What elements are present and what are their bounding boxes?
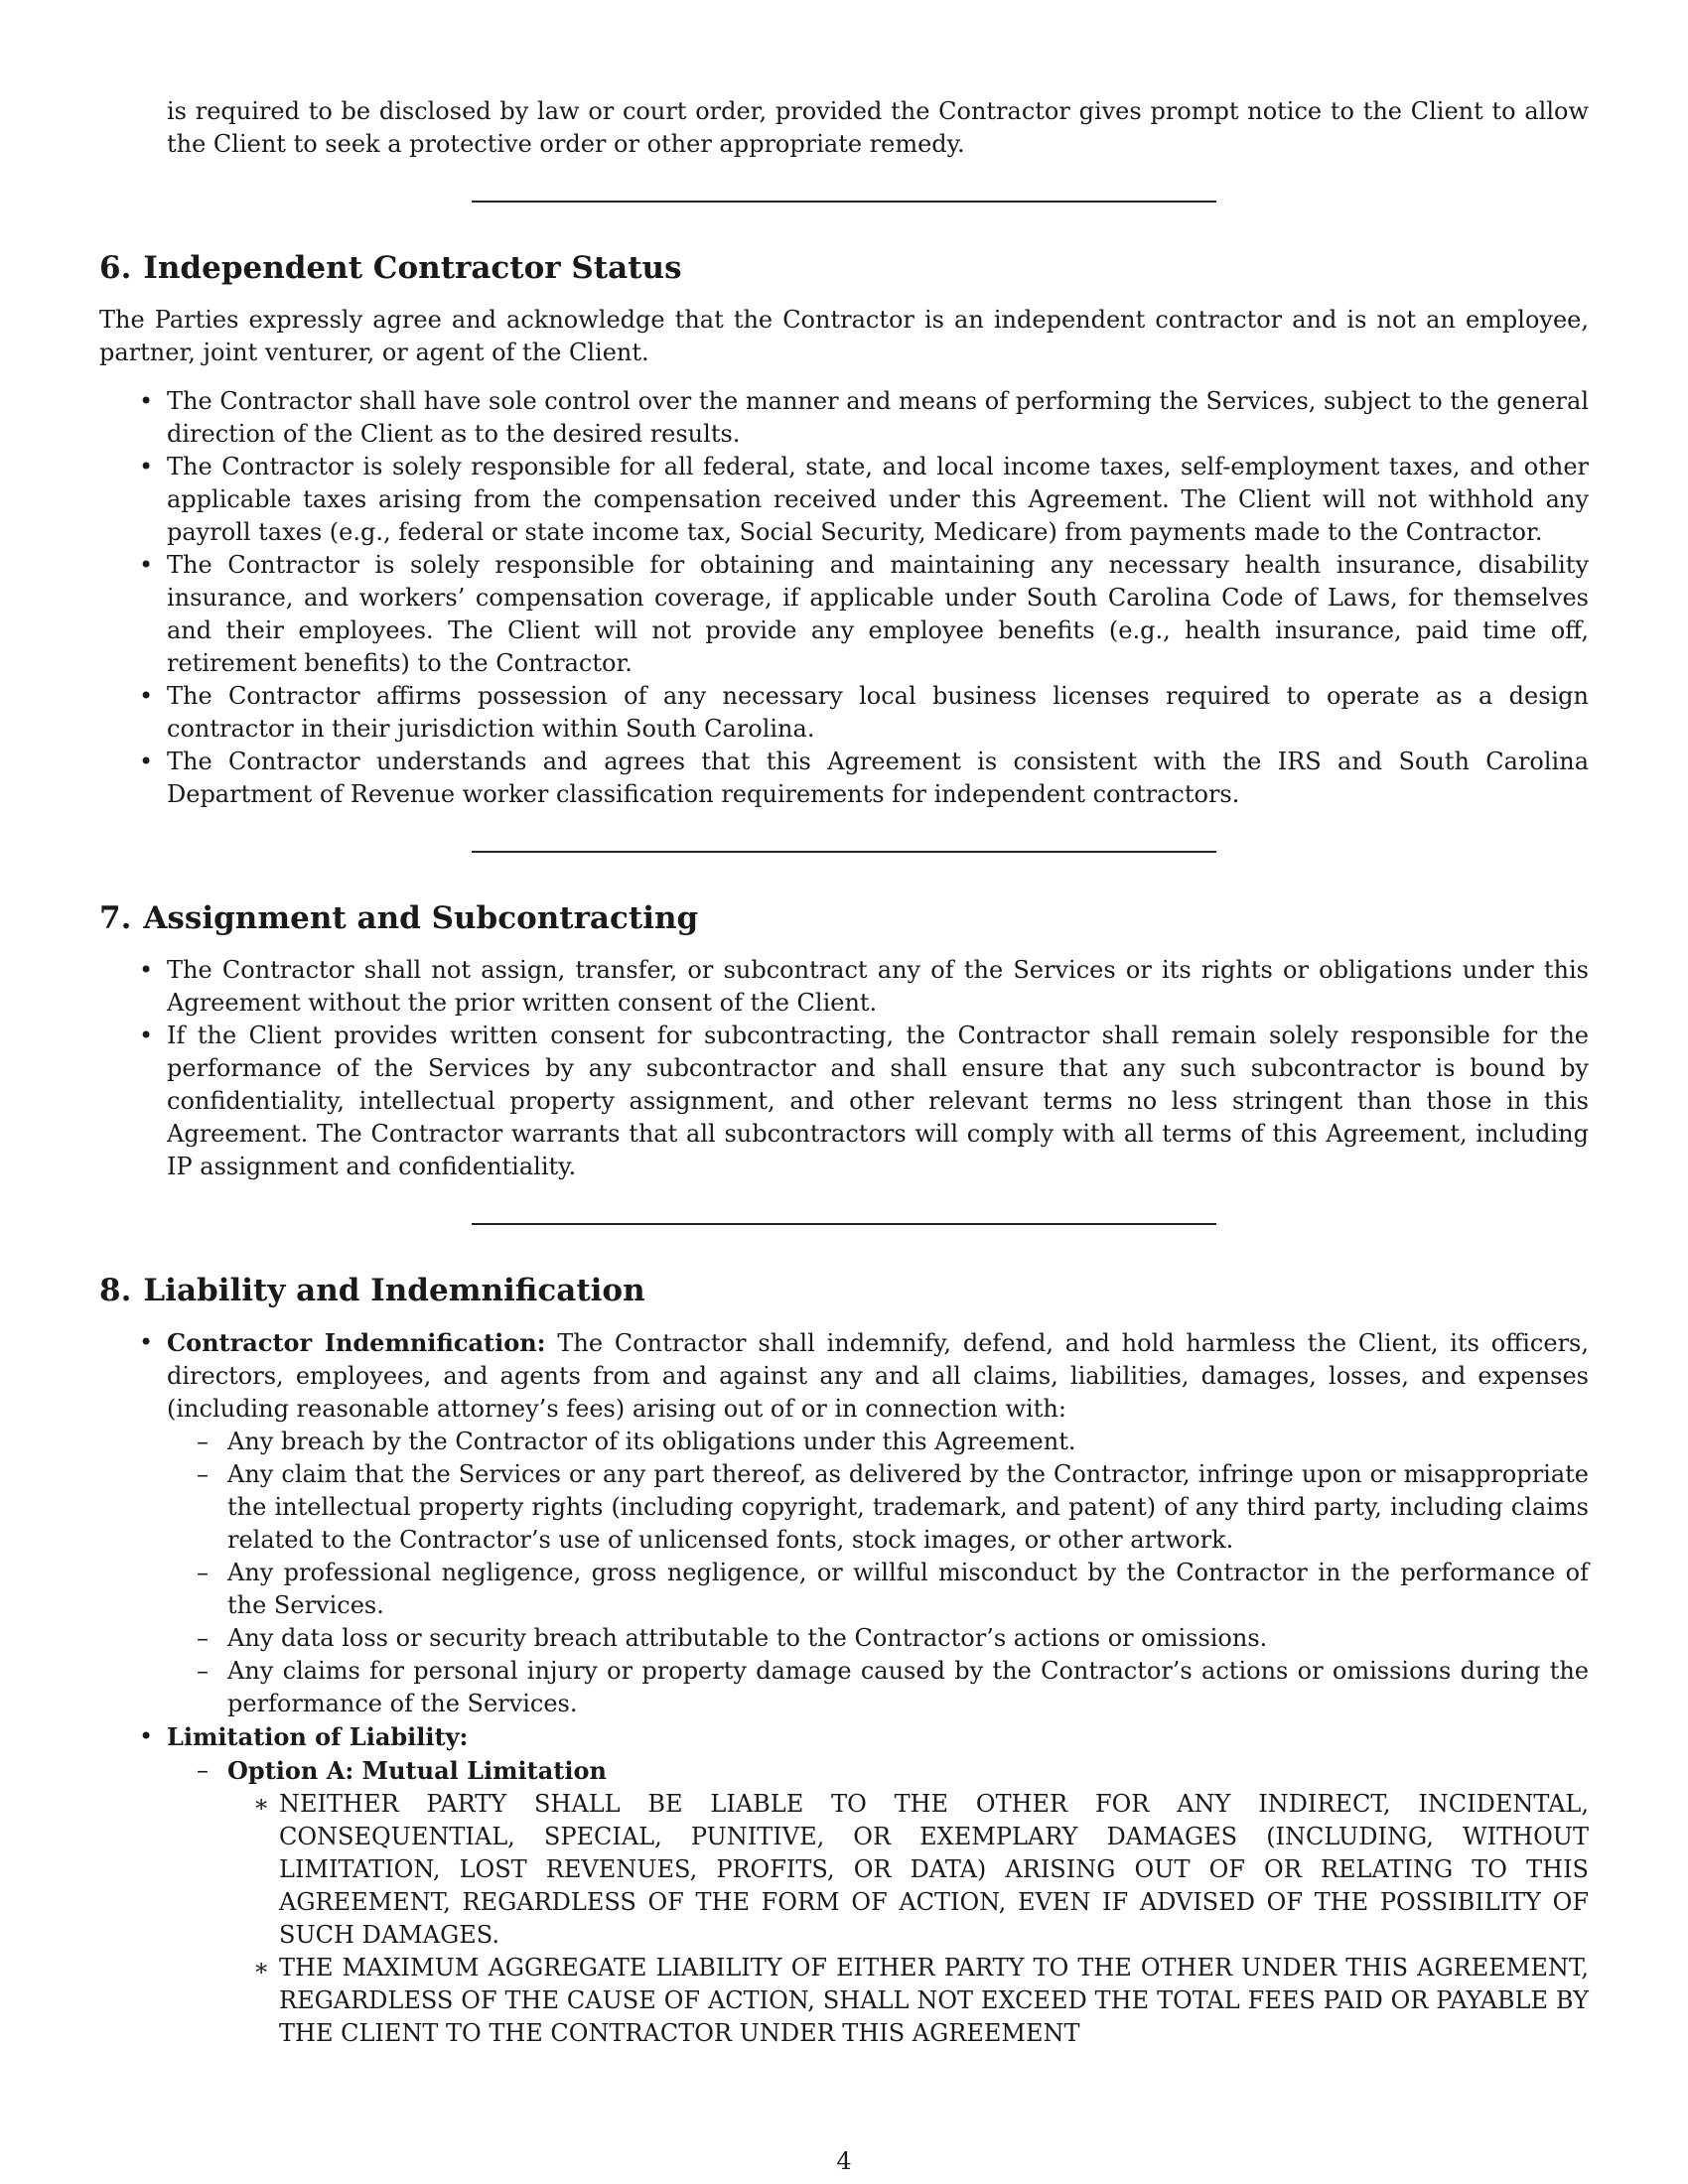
sub-list-item: – Any claims for personal injury or property damage caused by the Contractor’s actions or omissions during the performance of the Services. [167,1655,1589,1720]
section-7-title: Assignment and Subcontracting [143,900,699,936]
continuation-paragraph: is required to be disclosed by law or court order, provided the Contractor gives prompt notice to the Client to allow the Client to seek a protective order or other appropriate remedy. [167,97,1589,158]
list-item: • The Contractor affirms possession of any necessary local business licenses required to operate as a design contractor in their jurisdiction within South Carolina. [99,680,1589,746]
page-content [99,95,1589,2050]
indemnification-item [99,1326,1589,1720]
limitation-label: Limitation of Liability: [167,1722,469,1751]
list-item: • The Contractor is solely responsible for obtaining and maintaining any necessary health insurance, disability insurance, and workers’ compensation coverage, if applicable under South Carolina Code of Laws, for themselves and their employees. The Client will not provide any employee benefits (e.g., health insurance, paid time off, retirement benefits) to the Contractor. [99,549,1589,680]
list-item: • The Contractor shall not assign, transfer, or subcontract any of the Services or its rights or obligations under this Agreement without the prior written consent of the Client. [99,954,1589,1020]
section-6-title: Independent Contractor Status [143,250,682,286]
sub-sub-list-item: ∗ THE MAXIMUM AGGREGATE LIABILITY OF EITHER PARTY TO THE OTHER UNDER THIS AGREEMENT, REGARDLESS OF THE CAUSE OF ACTION, SHALL NOT EXCEED THE TOTAL FEES PAID OR PAYABLE BY THE CLIENT TO THE CONTRACTOR UNDER THIS AGREEMENT [227,1952,1589,2050]
list-item: • The Contractor shall have sole control over the manner and means of performing the Services, subject to the general direction of the Client as to the desired results. [99,385,1589,451]
section-divider [472,851,1216,853]
option-a-sublist [227,1788,1589,2050]
list-item: • The Contractor is solely responsible for all federal, state, and local income taxes, self-employment taxes, and other applicable taxes arising from the compensation received under this Agreement. The Client will not withhold any payroll taxes (e.g., federal or state income tax, Social Security, Medicare) from payments made to the Contractor. [99,451,1589,549]
sub-list-item: – Any breach by the Contractor of its obligations under this Agreement. [167,1426,1589,1458]
section-7-heading [99,898,1589,938]
section-8-title: Liability and Indemnification [143,1273,645,1308]
sub-list-item: – Any data loss or security breach attributable to the Contractor’s actions or omissions. [167,1622,1589,1655]
section-7-list [99,954,1589,1183]
section-6-list [99,385,1589,811]
section-6-number: 6. [99,250,132,286]
indemnification-label: Contractor Indemnification: [167,1328,546,1357]
section-7 [99,898,1589,1183]
section-8 [99,1271,1589,2050]
limitation-item [99,1720,1589,2050]
section-8-heading [99,1271,1589,1310]
section-8-list [99,1326,1589,2050]
section-divider [472,201,1216,203]
section-6-intro: The Parties expressly agree and acknowledge that the Contractor is an independent contractor and is not an employee, partner, joint venturer, or agent of the Client. [99,306,1589,366]
section-6-heading [99,248,1589,288]
section-6 [99,248,1589,811]
page-number: 4 [836,2147,852,2175]
option-a-label: Option A: Mutual Limitation [227,1756,607,1785]
section-divider [472,1223,1216,1225]
list-item: • If the Client provides written consent for subcontracting, the Contractor shall remain solely responsible for the performance of the Services by any subcontractor and shall ensure that any such subcontractor is bound by confidentiality, intellectual property assignment, and other relevant terms no less stringent than those in this Agreement. The Contractor warrants that all subcontractors will comply with all terms of this Agreement, including IP assignment and confidentiality. [99,1020,1589,1183]
list-item: • The Contractor understands and agrees that this Agreement is consistent with the IRS and South Carolina Department of Revenue worker classification requirements for independent contractors. [99,746,1589,811]
indemnification-sublist [167,1426,1589,1720]
sub-list-item: – Any professional negligence, gross negligence, or willful misconduct by the Contractor in the performance of the Services. [167,1557,1589,1622]
section-8-number: 8. [99,1273,132,1308]
limitation-sublist [167,1754,1589,2050]
indemnification-text: The Contractor shall indemnify, defend, and hold harmless the Client, its officers, directors, employees, and agents from and against any and all claims, liabilities, damages, losses, and expenses (including reasonable attorney’s fees) arising out of or in connection with: [167,1329,1589,1423]
sub-sub-list-item: ∗ NEITHER PARTY SHALL BE LIABLE TO THE OTHER FOR ANY INDIRECT, INCIDENTAL, CONSEQUENTIAL, SPECIAL, PUNITIVE, OR EXEMPLARY DAMAGES (INCLUDING, WITHOUT LIMITATION, LOST REVENUES, PROFITS, OR DATA) ARISING OUT OF OR RELATING TO THIS AGREEMENT, REGARDLESS OF THE FORM OF ACTION, EVEN IF ADVISED OF THE POSSIBILITY OF SUCH DAMAGES. [227,1788,1589,1952]
option-a-item [167,1754,1589,2050]
sub-list-item: – Any claim that the Services or any part thereof, as delivered by the Contractor, infringe upon or misappropriate the intellectual property rights (including copyright, trademark, and patent) of any third party, including claims related to the Contractor’s use of unlicensed fonts, stock images, or other artwork. [167,1458,1589,1557]
section-7-number: 7. [99,900,132,936]
